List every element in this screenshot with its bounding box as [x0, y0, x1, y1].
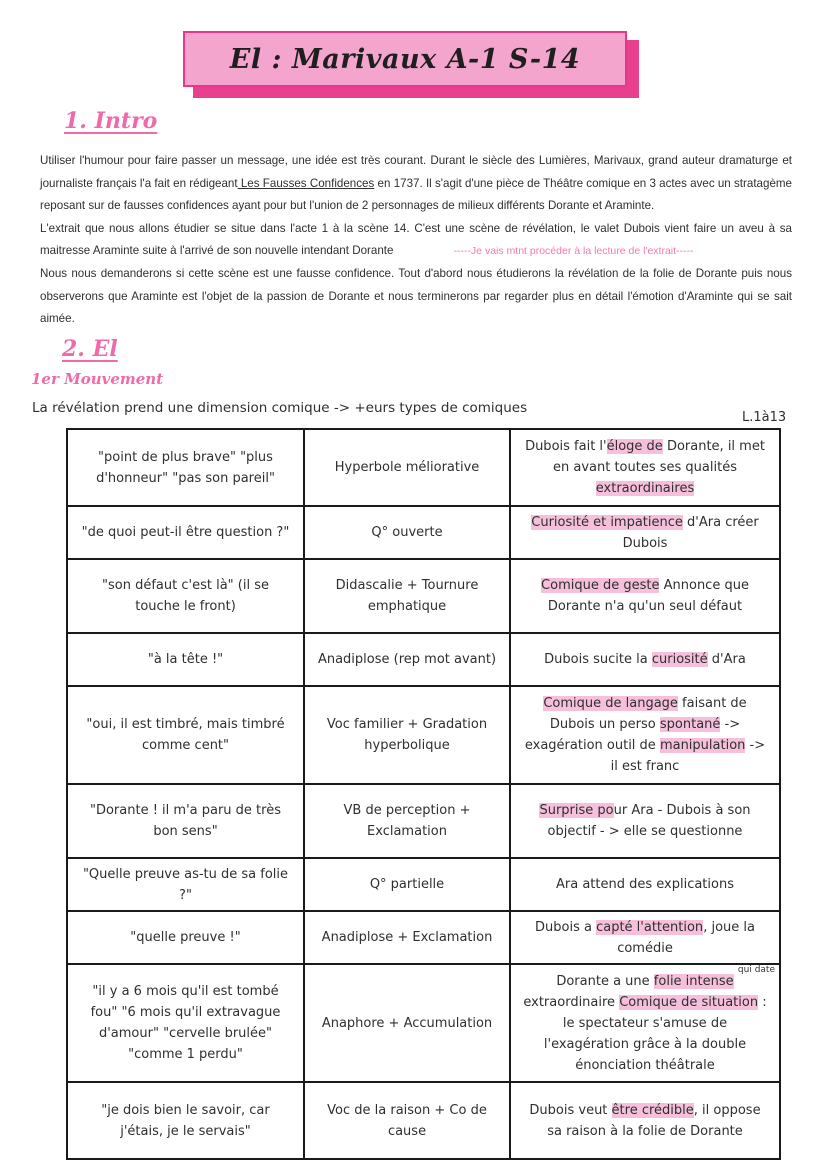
figure-cell: Hyperbole méliorative: [304, 429, 510, 506]
analysis-text: , il oppose sa raison à la folie de Dorante: [547, 1102, 761, 1139]
quote-cell: "point de plus brave" "plus d'honneur" "pas son pareil": [67, 429, 304, 506]
book-title: Les Fausses Confidences: [237, 176, 375, 190]
highlight: Curiosité et impatience: [531, 514, 683, 530]
quote-cell: "Dorante ! il m'a paru de très bon sens": [67, 784, 304, 858]
highlight: Surprise po: [539, 803, 614, 818]
highlight: Comique de situation: [619, 994, 759, 1010]
analysis-text: : le spectateur s'amuse de l'exagération grâce à la double énonciation théâtrale: [543, 994, 767, 1073]
highlight: capté l'attention: [596, 919, 704, 935]
movement-heading: 1er Mouvement: [31, 370, 164, 388]
table-row: [67, 784, 780, 858]
quote-cell: "à la tête !": [67, 633, 304, 686]
intro-heading: 1. Intro: [64, 108, 158, 134]
highlight: Comique de langage: [543, 696, 678, 711]
table-row: [67, 559, 780, 633]
quote-cell: "de quoi peut-il être question ?": [67, 506, 304, 559]
quote-cell: "son défaut c'est là" (il se touche le front): [67, 559, 304, 633]
table-row: [67, 686, 780, 784]
analysis-text: d'Ara: [707, 652, 746, 667]
analysis-cell: [510, 686, 780, 784]
figure-cell: Anaphore + Accumulation: [304, 964, 510, 1082]
analysis-text: extraordinaire: [523, 994, 620, 1010]
movement-subtitle: La révélation prend une dimension comique -> +eurs types de comiques: [32, 400, 528, 416]
figure-cell: Voc de la raison + Co de cause: [304, 1082, 510, 1159]
figure-cell: Anadiplose + Exclamation: [304, 911, 510, 964]
highlight: spontané: [659, 717, 721, 732]
table-row: [67, 429, 780, 506]
table-row: [67, 506, 780, 559]
table-row: [67, 911, 780, 964]
quote-cell: "je dois bien le savoir, car j'étais, je le servais": [67, 1082, 304, 1159]
quote-cell: "il y a 6 mois qu'il est tombé fou" "6 mois qu'il extravague d'amour" "cervelle brulée" "comme 1 perdu": [67, 964, 304, 1082]
quote-cell: "oui, il est timbré, mais timbré comme cent": [67, 686, 304, 784]
analysis-cell: [510, 784, 780, 858]
analysis-table: [66, 428, 781, 1160]
figure-cell: VB de perception + Exclamation: [304, 784, 510, 858]
analysis-table-body: [67, 429, 780, 1159]
analysis-cell: [510, 633, 780, 686]
intro-p2-text: L'extrait que nous allons étudier se situe dans l'acte 1 à la scène 14. C'est une scène de révélation, le valet Dubois vient faire un aveu à sa maitresse Araminte suite à l'arrivé de son nouvelle intendant Dorante: [40, 221, 792, 258]
figure-cell: Q° partielle: [304, 858, 510, 911]
margin-note: qui date: [737, 965, 775, 975]
intro-paragraph-3: Nous nous demanderons si cette scène est une fausse confidence. Tout d'abord nous étudierons la révélation de la folie de Dorante puis nous observerons que Araminte est l'objet de la passion de Dorante et nous terminerons par regarder plus en détail l'émotion d'Araminte qui se sait aimée.: [40, 266, 792, 326]
intro-text: [40, 150, 792, 331]
table-row: [67, 1082, 780, 1159]
table-row: [67, 964, 780, 1082]
intro-paragraph-2: [40, 218, 792, 263]
analysis-text: Dubois sucite la: [544, 652, 652, 667]
analysis-cell: [510, 911, 780, 964]
intro-paragraph-1: [40, 150, 792, 218]
analysis-cell: [510, 964, 780, 1082]
analysis-text: Dorante, il met en avant toutes ses qualités: [553, 439, 765, 475]
analysis-text: Ara attend des explications: [555, 877, 734, 892]
analysis-text: Dubois a: [535, 919, 597, 935]
analysis-cell: [510, 858, 780, 911]
analysis-cell: [510, 506, 780, 559]
table-row: [67, 633, 780, 686]
analysis-text: Annonce que Dorante n'a qu'un seul défaut: [547, 578, 749, 614]
analysis-text: d'Ara créer Dubois: [622, 514, 759, 551]
quote-cell: "Quelle preuve as-tu de sa folie ?": [67, 858, 304, 911]
intro-p1-start: Utiliser l'humour pour faire passer un message, une idée est très courant. Durant le siècle des Lumières, Marivaux, grand auteur dramaturge et journaliste français l'a fait en rédigeant: [40, 154, 792, 190]
analysis-text: , joue la comédie: [617, 919, 755, 956]
highlight: extraordinaires: [595, 481, 695, 496]
analysis-cell: [510, 559, 780, 633]
quote-cell: "quelle preuve !": [67, 911, 304, 964]
analysis-text: Dorante a une: [556, 973, 654, 989]
analysis-text: Dubois veut: [529, 1102, 612, 1118]
highlight: folie intense: [653, 973, 734, 989]
highlight: être crédible: [611, 1102, 694, 1118]
reading-note: -----Je vais mtnt procéder à la lecture de l'extrait-----: [453, 245, 694, 258]
highlight: Comique de geste: [541, 578, 660, 593]
analysis-text: ur Ara - Dubois à son objectif - > elle se questionne: [547, 803, 751, 839]
highlight: manipulation: [659, 738, 746, 753]
page-title: El : Marivaux A-1 S-14: [229, 43, 581, 75]
analysis-text: Dubois fait l': [525, 439, 607, 454]
figure-cell: Didascalie + Tournure emphatique: [304, 559, 510, 633]
highlight: éloge de: [606, 439, 663, 454]
title-box: [183, 31, 627, 87]
figure-cell: Voc familier + Gradation hyperbolique: [304, 686, 510, 784]
lines-reference: L.1à13: [742, 410, 787, 425]
analysis-text: -> exagération outil de: [524, 717, 741, 753]
el-heading: 2. El: [62, 336, 118, 362]
analysis-text: faisant de Dubois un perso: [549, 696, 747, 732]
figure-cell: Anadiplose (rep mot avant): [304, 633, 510, 686]
figure-cell: Q° ouverte: [304, 506, 510, 559]
analysis-cell: [510, 429, 780, 506]
analysis-cell: [510, 1082, 780, 1159]
analysis-text: -> il est franc: [610, 738, 766, 774]
highlight: curiosité: [651, 652, 708, 667]
intro-p1-end: en 1737. Il s'agit d'une pièce de Théâtre comique en 3 actes avec un stratagème reposant sur de fausses confidences ayant pour but l'union de 2 personnages de milieux différents Dorante et Araminte.: [40, 176, 792, 213]
table-row: [67, 858, 780, 911]
